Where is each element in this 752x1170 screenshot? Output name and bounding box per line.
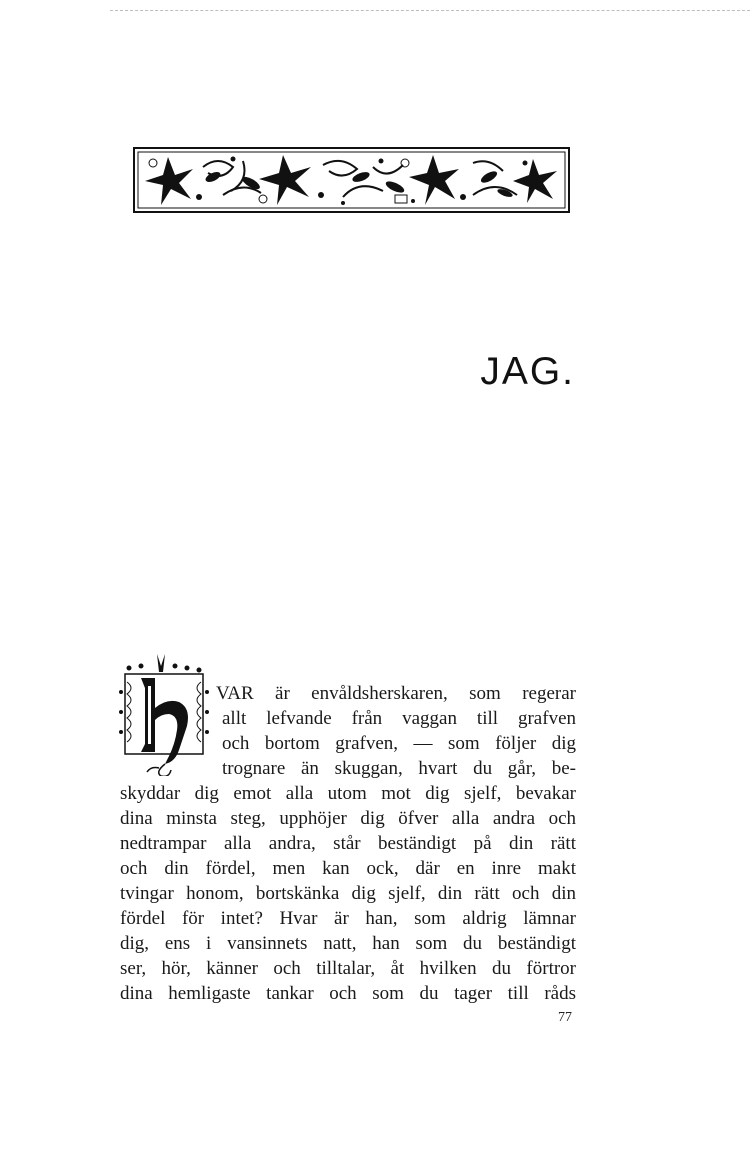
text-line-11: dig, ens i vansinnets natt, han som du beständigt xyxy=(120,933,576,954)
text-line-8: och din fördel, men kan ock, där en inre makt xyxy=(120,858,576,879)
top-page-rule xyxy=(110,10,750,11)
text-line-10: fördel för intet? Hvar är han, som aldrig lämnar xyxy=(120,908,576,929)
page-number: 77 xyxy=(558,1010,572,1025)
text-line-3: och bortom grafven, — som följer dig xyxy=(222,733,576,754)
text-line-12: ser, hör, känner och tilltalar, åt hvilken du förtror xyxy=(120,958,576,979)
text-line-4: trognare än skuggan, hvart du går, be- xyxy=(222,758,576,779)
text-line-1: VAR är envåldsherskaren, som regerar xyxy=(216,683,576,704)
ornamental-initial-h-icon xyxy=(115,652,213,776)
chapter-title: JAG. xyxy=(480,350,575,393)
decorative-floral-band-icon xyxy=(133,147,570,213)
text-line-7: nedtrampar alla andra, står beständigt på din rätt xyxy=(120,833,576,854)
text-line-6: dina minsta steg, upphöjer dig öfver alla andra och xyxy=(120,808,576,829)
text-line-13: dina hemligaste tankar och som du tager till råds xyxy=(120,983,576,1004)
text-line-2: allt lefvande från vaggan till grafven xyxy=(222,708,576,729)
text-line-9: tvingar honom, bortskänka dig sjelf, din rätt och din xyxy=(120,883,576,904)
text-line-5: skyddar dig emot alla utom mot dig sjelf, bevakar xyxy=(120,783,576,804)
